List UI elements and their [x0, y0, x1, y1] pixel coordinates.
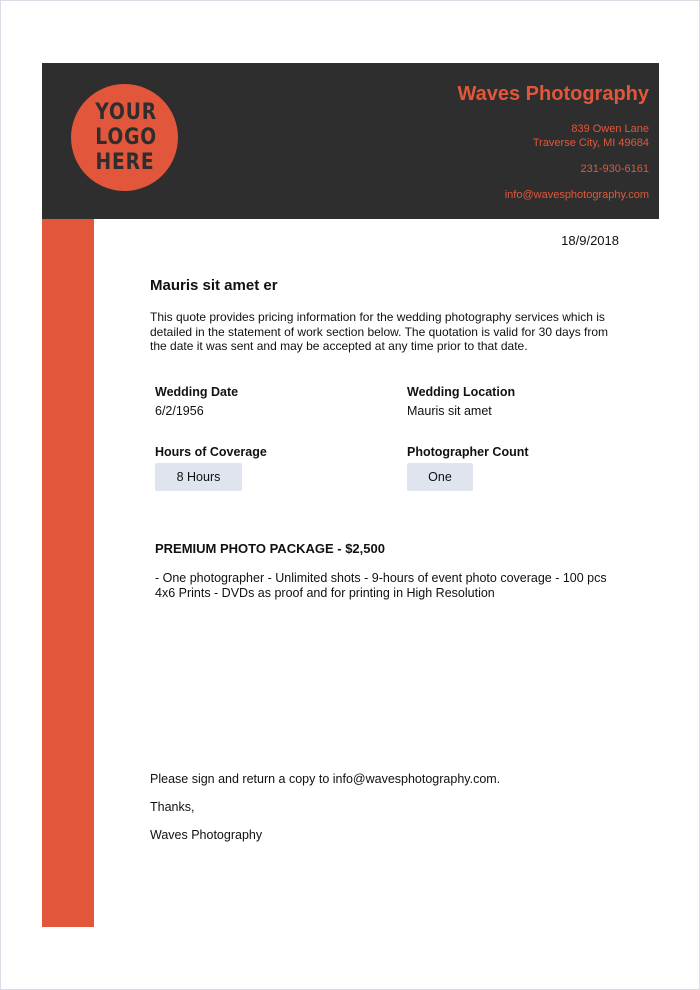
logo-placeholder: [71, 84, 178, 191]
company-email[interactable]: info@wavesphotography.com: [504, 189, 649, 201]
photographer-count-field[interactable]: [407, 463, 473, 491]
wedding-location-label: Wedding Location: [407, 385, 516, 399]
closing-signature: Waves Photography: [150, 828, 263, 842]
accent-side-bar: [42, 219, 94, 927]
address-line-1: 839 Owen Lane: [571, 123, 649, 135]
wedding-date-label: Wedding Date: [155, 385, 239, 399]
address-line-2: Traverse City, MI 49684: [532, 137, 649, 149]
quote-date: 18/9/2018: [561, 233, 619, 248]
wedding-date-value: 6/2/1956: [155, 404, 204, 418]
photographer-count-value: One: [428, 470, 452, 484]
hours-of-coverage-value: 8 Hours: [176, 470, 221, 484]
photographer-count-label: Photographer Count: [407, 445, 529, 459]
wedding-location-value: Mauris sit amet: [407, 404, 492, 418]
closing-thanks: Thanks,: [150, 800, 195, 814]
closing-instruction: Please sign and return a copy to info@wavesphotography.com.: [150, 772, 501, 786]
quote-title: Mauris sit amet er: [150, 277, 278, 294]
logo-text: YOUR LOGO HERE: [94, 100, 157, 175]
package-title: PREMIUM PHOTO PACKAGE - $2,500: [155, 541, 385, 556]
company-phone: 231-930-6161: [580, 163, 649, 175]
company-name: Waves Photography: [457, 83, 649, 105]
package-description: - One photographer - Unlimited shots - 9-hours of event photo coverage - 100 pcs 4x6 Prints - DVDs as proof and for printing in High Resolution: [155, 571, 607, 600]
letterhead-header: [42, 63, 659, 219]
company-address: [533, 122, 649, 150]
hours-of-coverage-label: Hours of Coverage: [155, 445, 267, 459]
hours-of-coverage-field[interactable]: [155, 463, 242, 491]
intro-paragraph: This quote provides pricing information for the wedding photography services which is detailed in the statement of work section below. The quotation is valid for 30 days from the date it was sent and may be accepted at any time prior to that date.: [150, 310, 609, 353]
